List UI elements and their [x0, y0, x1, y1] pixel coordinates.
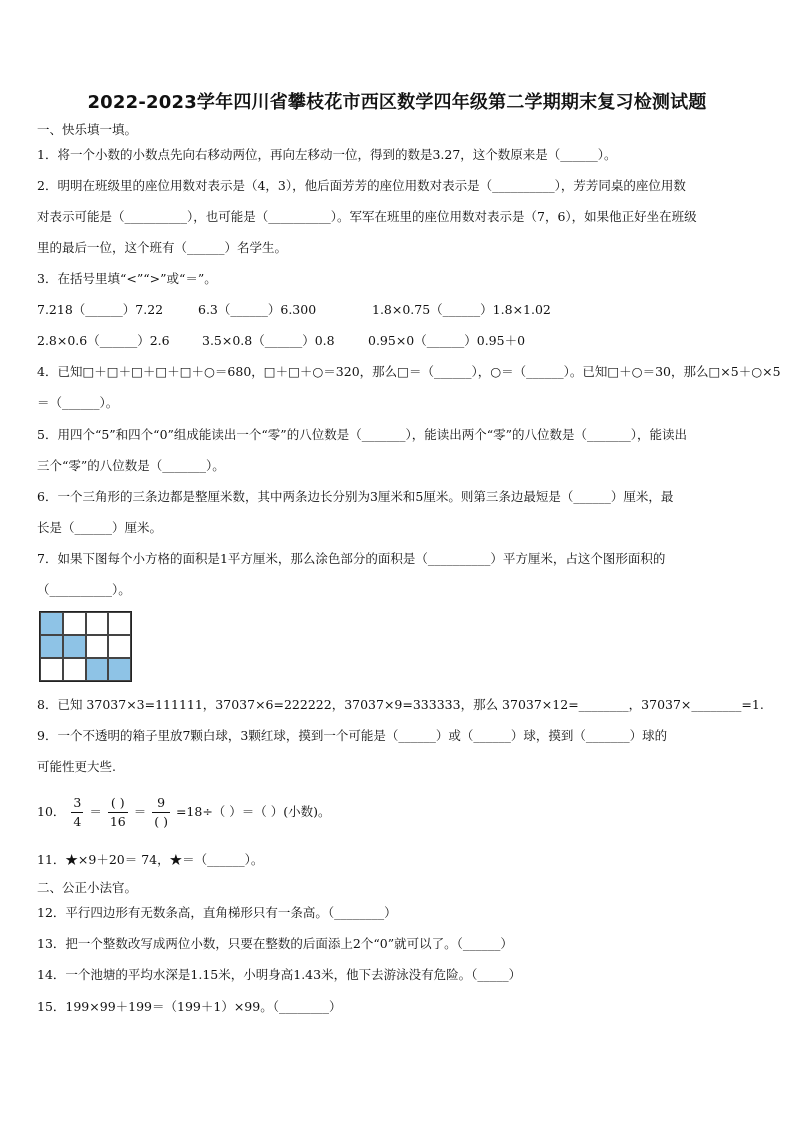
fraction-over-sixteen [108, 794, 128, 831]
question-10-number: 10． [37, 804, 66, 819]
question-3-prompt: 3．在括号里填“<”“>”或“＝”。 [37, 271, 217, 286]
question-9-line-1: 9．一个不透明的箱子里放7颗白球，3颗红球，摸到一个可能是（______）或（______）球，摸到（_______）球的 [37, 728, 668, 743]
question-10-tail: =18÷（ ）＝（ ）(小数)。 [175, 804, 331, 819]
grid-cell [86, 635, 109, 658]
question-2-line-1: 2．明明在班级里的座位用数对表示是（4，3），他后面芳芳的座位用数对表示是（__________），芳芳同桌的座位用数 [37, 178, 686, 193]
grid-cell-shaded [40, 635, 63, 658]
grid-cell [86, 612, 109, 635]
grid-cell [108, 635, 131, 658]
question-8: 8．已知 37037×3=111111，37037×6=222222，37037×9=333333，那么 37037×12=________，37037×________=1. [37, 697, 764, 712]
fraction-denominator: 16 [109, 814, 126, 829]
fraction-numerator: 3 [71, 794, 83, 813]
grid-cell-shaded [108, 658, 131, 681]
grid-cell-shaded [86, 658, 109, 681]
question-12: 12．平行四边形有无数条高，直角梯形只有一条高。（________） [37, 905, 397, 920]
grid-cell [108, 612, 131, 635]
fraction-denominator-blank: ( ) [154, 814, 168, 829]
question-14: 14．一个池塘的平均水深是1.15米，小明身高1.43米，他下去游泳没有危险。（_____） [37, 967, 522, 982]
question-15: 15．199×99＋199＝（199＋1）×99。（________） [37, 999, 342, 1014]
fraction-numerator: 9 [152, 794, 170, 813]
question-3-item: 0.95×0（______）0.95＋0 [368, 333, 526, 348]
question-13: 13．把一个整数改写成两位小数，只要在整数的后面添上2个“0”就可以了。（______） [37, 936, 513, 951]
fraction-denominator: 4 [73, 814, 82, 829]
question-3-item: 1.8×0.75（______）1.8×1.02 [372, 302, 551, 317]
question-5-line-1: 5．用四个“5”和四个“0”组成能读出一个“零”的八位数是（_______），能读出两个“零”的八位数是（_______），能读出 [37, 427, 687, 442]
question-3-item: 6.3（______）6.300 [198, 302, 317, 317]
equals-sign: ＝ [89, 804, 102, 819]
question-5-line-2: 三个“零”的八位数是（_______）。 [37, 458, 225, 473]
question-9-line-2: 可能性更大些. [37, 759, 116, 774]
question-10 [37, 792, 331, 832]
page-title: 2022-2023学年四川省攀枝花市西区数学四年级第二学期期末复习检测试题 [87, 92, 707, 113]
fraction-three-quarters [71, 794, 83, 831]
fraction-numerator-blank: ( ) [108, 794, 128, 813]
question-3-item: 7.218（______）7.22 [37, 302, 164, 317]
equals-sign: ＝ [133, 804, 147, 819]
question-1: 1．将一个小数的小数点先向右移动两位，再向左移动一位，得到的数是3.27，这个数原来是（______）。 [37, 147, 617, 162]
question-7-line-1: 7．如果下图每个小方格的面积是1平方厘米，那么涂色部分的面积是（__________）平方厘米，占这个图形面积的 [37, 551, 666, 566]
question-11: 11．★×9＋20＝ 74，★＝（______）。 [37, 852, 264, 867]
question-2-line-2: 对表示可能是（__________），也可能是（__________）。军军在班里的座位用数对表示是（7，6），如果他正好坐在班级 [37, 209, 697, 224]
question-3-item: 2.8×0.6（______）2.6 [37, 333, 170, 348]
question-4-line-2: ＝（______）。 [37, 395, 119, 410]
question-2-line-3: 里的最后一位，这个班有（______）名学生。 [37, 240, 288, 255]
grid-cell-shaded [63, 635, 86, 658]
question-6-line-1: 6．一个三角形的三条边都是整厘米数，其中两条边长分别为3厘米和5厘米。则第三条边最短是（______）厘米，最 [37, 489, 674, 504]
grid-cell-shaded [40, 612, 63, 635]
question-6-line-2: 长是（______）厘米。 [37, 520, 163, 535]
fraction-nine-over-blank [152, 794, 170, 831]
section-heading-fill: 一、快乐填一填。 [37, 122, 138, 137]
question-7-line-2: （__________）。 [37, 582, 131, 597]
shaded-grid-figure [39, 611, 132, 682]
section-heading-judge: 二、公正小法官。 [37, 880, 138, 895]
question-3-item: 3.5×0.8（______）0.8 [202, 333, 335, 348]
question-4-line-1: 4．已知□＋□＋□＋□＋□＋○＝680，□＋□＋○＝320，那么□＝（______），○＝（______）。已知□＋○＝30，那么□×5＋○×5 [37, 364, 781, 379]
grid-cell [40, 658, 63, 681]
grid-cell [63, 612, 86, 635]
grid-cell [63, 658, 86, 681]
